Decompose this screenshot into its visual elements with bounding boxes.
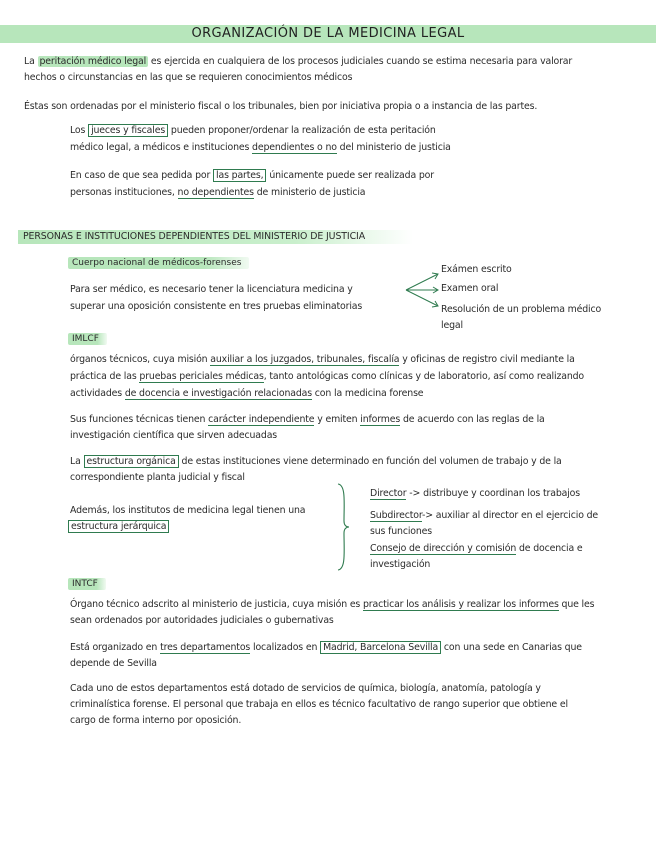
boxed-las-partes: las partes, xyxy=(213,169,266,182)
boxed-estructura-organica: estructura orgánica xyxy=(84,455,179,468)
intro-line-1: La peritación médico legal es ejercida en cualquiera de los procesos judiciales cuando se estima necesaria para valorar xyxy=(24,56,573,67)
intcf-p1-a: Órgano técnico adscrito al ministerio de justicia, cuya misión es practicar los análisis y realizar los informes que les xyxy=(70,599,595,610)
brace-roles xyxy=(336,483,352,571)
imlcf-p1-b: práctica de las pruebas periciales médicas, tanto antológicas como clínicas y de laboratorio, así como realizando xyxy=(70,371,585,382)
imlcf-p1-a: órganos técnicos, cuya misión auxiliar a los juzgados, tribunales, fiscalía y oficinas de registro civil mediante la xyxy=(70,354,575,365)
intcf-p2-b: depende de Sevilla xyxy=(70,658,157,669)
intcf-p3-a: Cada uno de estos departamentos está dotado de servicios de química, biología, anatomía, patología y xyxy=(70,683,541,694)
imlcf-p3-a: La estructura orgánica de estas instituciones viene determinado en función del volumen de trabajo y de la xyxy=(70,456,562,467)
role-consejo: Consejo de dirección y comisión de docencia e xyxy=(370,543,583,554)
imlcf-heading: IMLCF xyxy=(68,333,107,345)
cuerpo-heading: Cuerpo nacional de médicos-forenses xyxy=(68,257,249,269)
intcf-p3-b: criminalística forense. El personal que trabaja en ellos es técnico facultativo de rango superior que obtiene el xyxy=(70,699,568,710)
intcf-p1-b: sean ordenados por autoridades judiciales o gubernativas xyxy=(70,615,334,626)
boxed-jueces-fiscales: jueces y fiscales xyxy=(88,124,168,137)
intcf-heading: INTCF xyxy=(68,578,106,590)
intcf-p3-c: cargo de forma interno por oposición. xyxy=(70,715,242,726)
test-problem-cont: legal xyxy=(441,320,463,331)
parties-line-2: personas instituciones, no dependientes de ministerio de justicia xyxy=(70,187,366,198)
parties-line-1: En caso de que sea pedida por las partes, únicamente puede ser realizada por xyxy=(70,170,434,181)
role-director: Director -> distribuye y coordinan los trabajos xyxy=(370,488,580,499)
intro-line-2: hechos o circunstancias en las que se requieren conocimientos médicos xyxy=(24,72,353,83)
role-subdirector: Subdirector-> auxiliar al director en el ejercicio de xyxy=(370,510,599,521)
cuerpo-line-2: superar una oposición consistente en tres pruebas eliminatorias xyxy=(70,301,363,312)
arrows-to-tests xyxy=(404,270,444,310)
boxed-ciudades: Madrid, Barcelona Sevilla xyxy=(320,641,441,654)
cuerpo-line-1: Para ser médico, es necesario tener la licenciatura medicina y xyxy=(70,284,353,295)
section-heading: PERSONAS E INSTITUCIONES DEPENDIENTES DEL MINISTERIO DE JUSTICIA xyxy=(18,230,413,244)
role-consejo-cont: investigación xyxy=(370,559,431,570)
imlcf-p2-a: Sus funciones técnicas tienen carácter independiente y emiten informes de acuerdo con las reglas de la xyxy=(70,414,545,425)
boxed-estructura-jerarquica: estructura jerárquica xyxy=(68,520,169,533)
test-written: Exámen escrito xyxy=(441,264,512,275)
role-subdirector-cont: sus funciones xyxy=(370,526,433,537)
intcf-p2-a: Está organizado en tres departamentos localizados en Madrid, Barcelona Sevilla con una sede en Canarias que xyxy=(70,642,582,653)
imlcf-p2-b: investigación científica que sirven adecuadas xyxy=(70,430,278,441)
intro-line-3: Éstas son ordenadas por el ministerio fiscal o los tribunales, bien por iniciativa propia o a instancia de las partes. xyxy=(24,101,538,112)
test-oral: Examen oral xyxy=(441,283,499,294)
test-problem: Resolución de un problema médico xyxy=(441,304,602,315)
page-title: ORGANIZACIÓN DE LA MEDICINA LEGAL xyxy=(0,25,656,43)
judges-line-2: médico legal, a médicos e instituciones dependientes o no del ministerio de justicia xyxy=(70,142,451,153)
imlcf-p4-b xyxy=(68,519,169,536)
judges-line-1: Los jueces y fiscales pueden proponer/ordenar la realización de esta peritación xyxy=(70,125,436,136)
imlcf-p1-c: actividades de docencia e investigación relacionadas con la medicina forense xyxy=(70,388,424,399)
imlcf-p3-b: correspondiente planta judicial y fiscal xyxy=(70,472,245,483)
imlcf-p4-a: Además, los institutos de medicina legal tienen una xyxy=(70,505,306,516)
highlight-peritacion: peritación médico legal xyxy=(39,56,147,67)
